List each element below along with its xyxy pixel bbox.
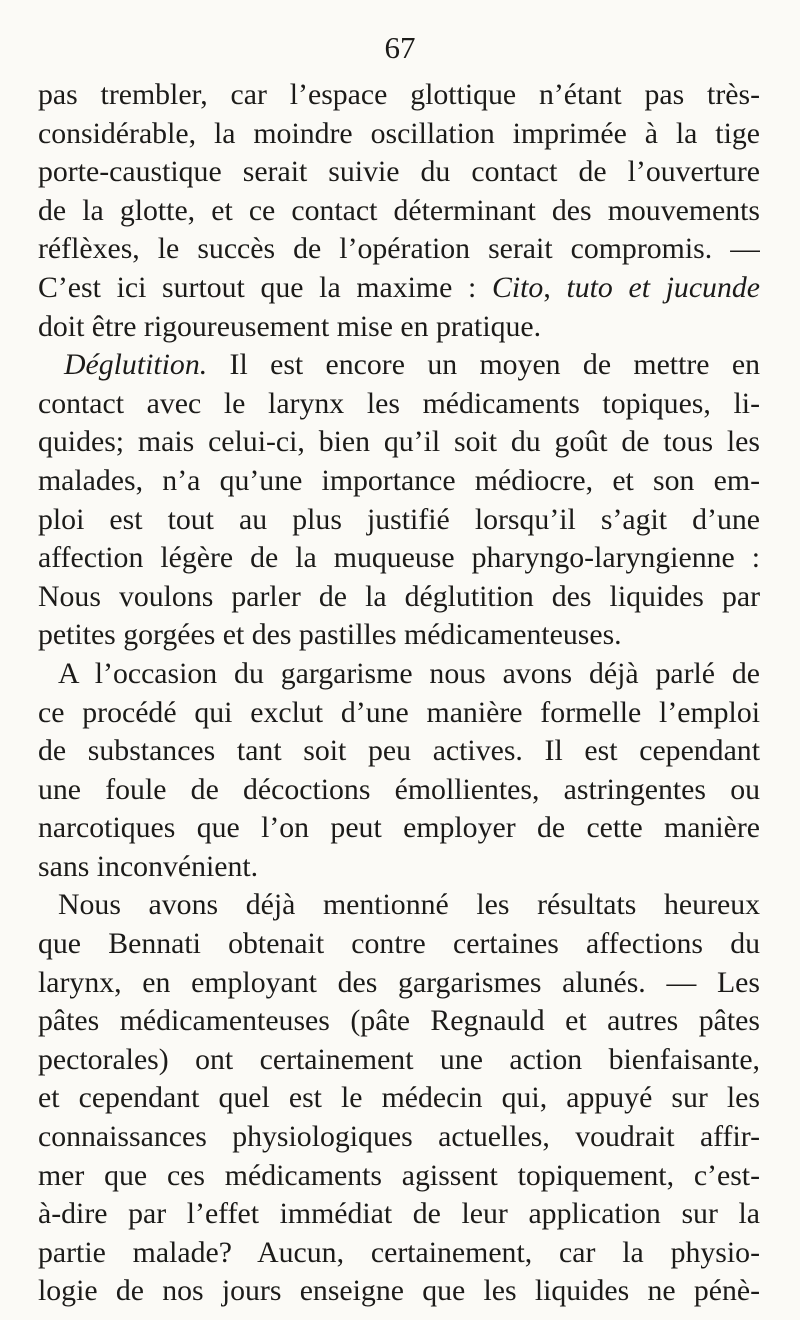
text-line: petites gorgées et des pastilles médicamenteuses. xyxy=(38,618,622,652)
text-line: et cependant quel est le médecin qui, appuyé sur les xyxy=(38,1081,760,1115)
text-line: pâtes médicamenteuses (pâte Regnauld et autres pâtes xyxy=(38,1004,760,1038)
text-line: narcotiques que l’on peut employer de cette manière xyxy=(38,811,760,845)
text-line: malades, n’a qu’une importance médiocre, et son em- xyxy=(38,463,760,497)
text-line: affection légère de la muqueuse pharyngo-laryngienne : xyxy=(38,541,760,575)
body-text xyxy=(38,76,760,1311)
text-line: partie malade? Aucun, certainement, car la physio- xyxy=(38,1235,760,1269)
text-line: mer que ces médicaments agissent topiquement, c’est- xyxy=(38,1158,760,1192)
text-line-section-start xyxy=(38,346,760,385)
text-span: , xyxy=(543,270,567,304)
page-number: 67 xyxy=(384,30,416,65)
text-line: ploi est tout au plus justifié lorsqu’il s’agit d’une xyxy=(38,502,760,536)
text-line: contact avec le larynx les médicaments topiques, li- xyxy=(38,386,760,420)
text-line: connaissances physiologiques actuelles, voudrait affir- xyxy=(38,1120,760,1154)
text-line: Nous voulons parler de la déglutition des liquides par xyxy=(38,579,760,613)
italic-phrase: tuto et jucunde xyxy=(566,270,760,304)
text-line: que Bennati obtenait contre certaines affections du xyxy=(38,927,760,961)
text-line: larynx, en employant des gargarismes alunés. — Les xyxy=(38,965,760,999)
italic-phrase: Cito xyxy=(491,270,544,304)
section-heading: Déglutition. xyxy=(64,348,208,382)
text-line: sans inconvénient. xyxy=(38,849,259,883)
text-line: A l’occasion du gargarisme nous avons déjà parlé de xyxy=(58,656,760,690)
text-line: Nous avons déjà mentionné les résultats heureux xyxy=(58,888,760,922)
text-line: à-dire par l’effet immédiat de leur application sur la xyxy=(38,1197,760,1231)
text-line: une foule de décoctions émollientes, astringentes ou xyxy=(38,772,760,806)
text-line: considérable, la moindre oscillation imprimée à la tige xyxy=(38,116,760,150)
text-line: de substances tant soit peu actives. Il est cependant xyxy=(38,734,760,768)
text-line: logie de nos jours enseigne que les liquides ne pénè- xyxy=(38,1274,760,1308)
text-span: C’est ici surtout que la maxime : xyxy=(38,270,492,304)
text-line-maxim xyxy=(38,269,760,308)
text-span: Il est encore un moyen de mettre en xyxy=(207,348,760,382)
text-line: pectorales) ont certainement une action bienfaisante, xyxy=(38,1042,760,1076)
text-line: réflèxes, le succès de l’opération serait compromis. — xyxy=(38,232,760,266)
text-line: doit être rigoureusement mise en pratique. xyxy=(38,309,542,343)
text-line: pas trembler, car l’espace glottique n’étant pas très- xyxy=(38,78,760,111)
text-line: porte-caustique serait suivie du contact de l’ouverture xyxy=(38,155,760,189)
text-line: de la glotte, et ce contact déterminant des mouvements xyxy=(38,193,760,227)
text-line: quides; mais celui-ci, bien qu’il soit du goût de tous les xyxy=(38,425,760,459)
text-line: ce procédé qui exclut d’une manière formelle l’emploi xyxy=(38,695,760,729)
